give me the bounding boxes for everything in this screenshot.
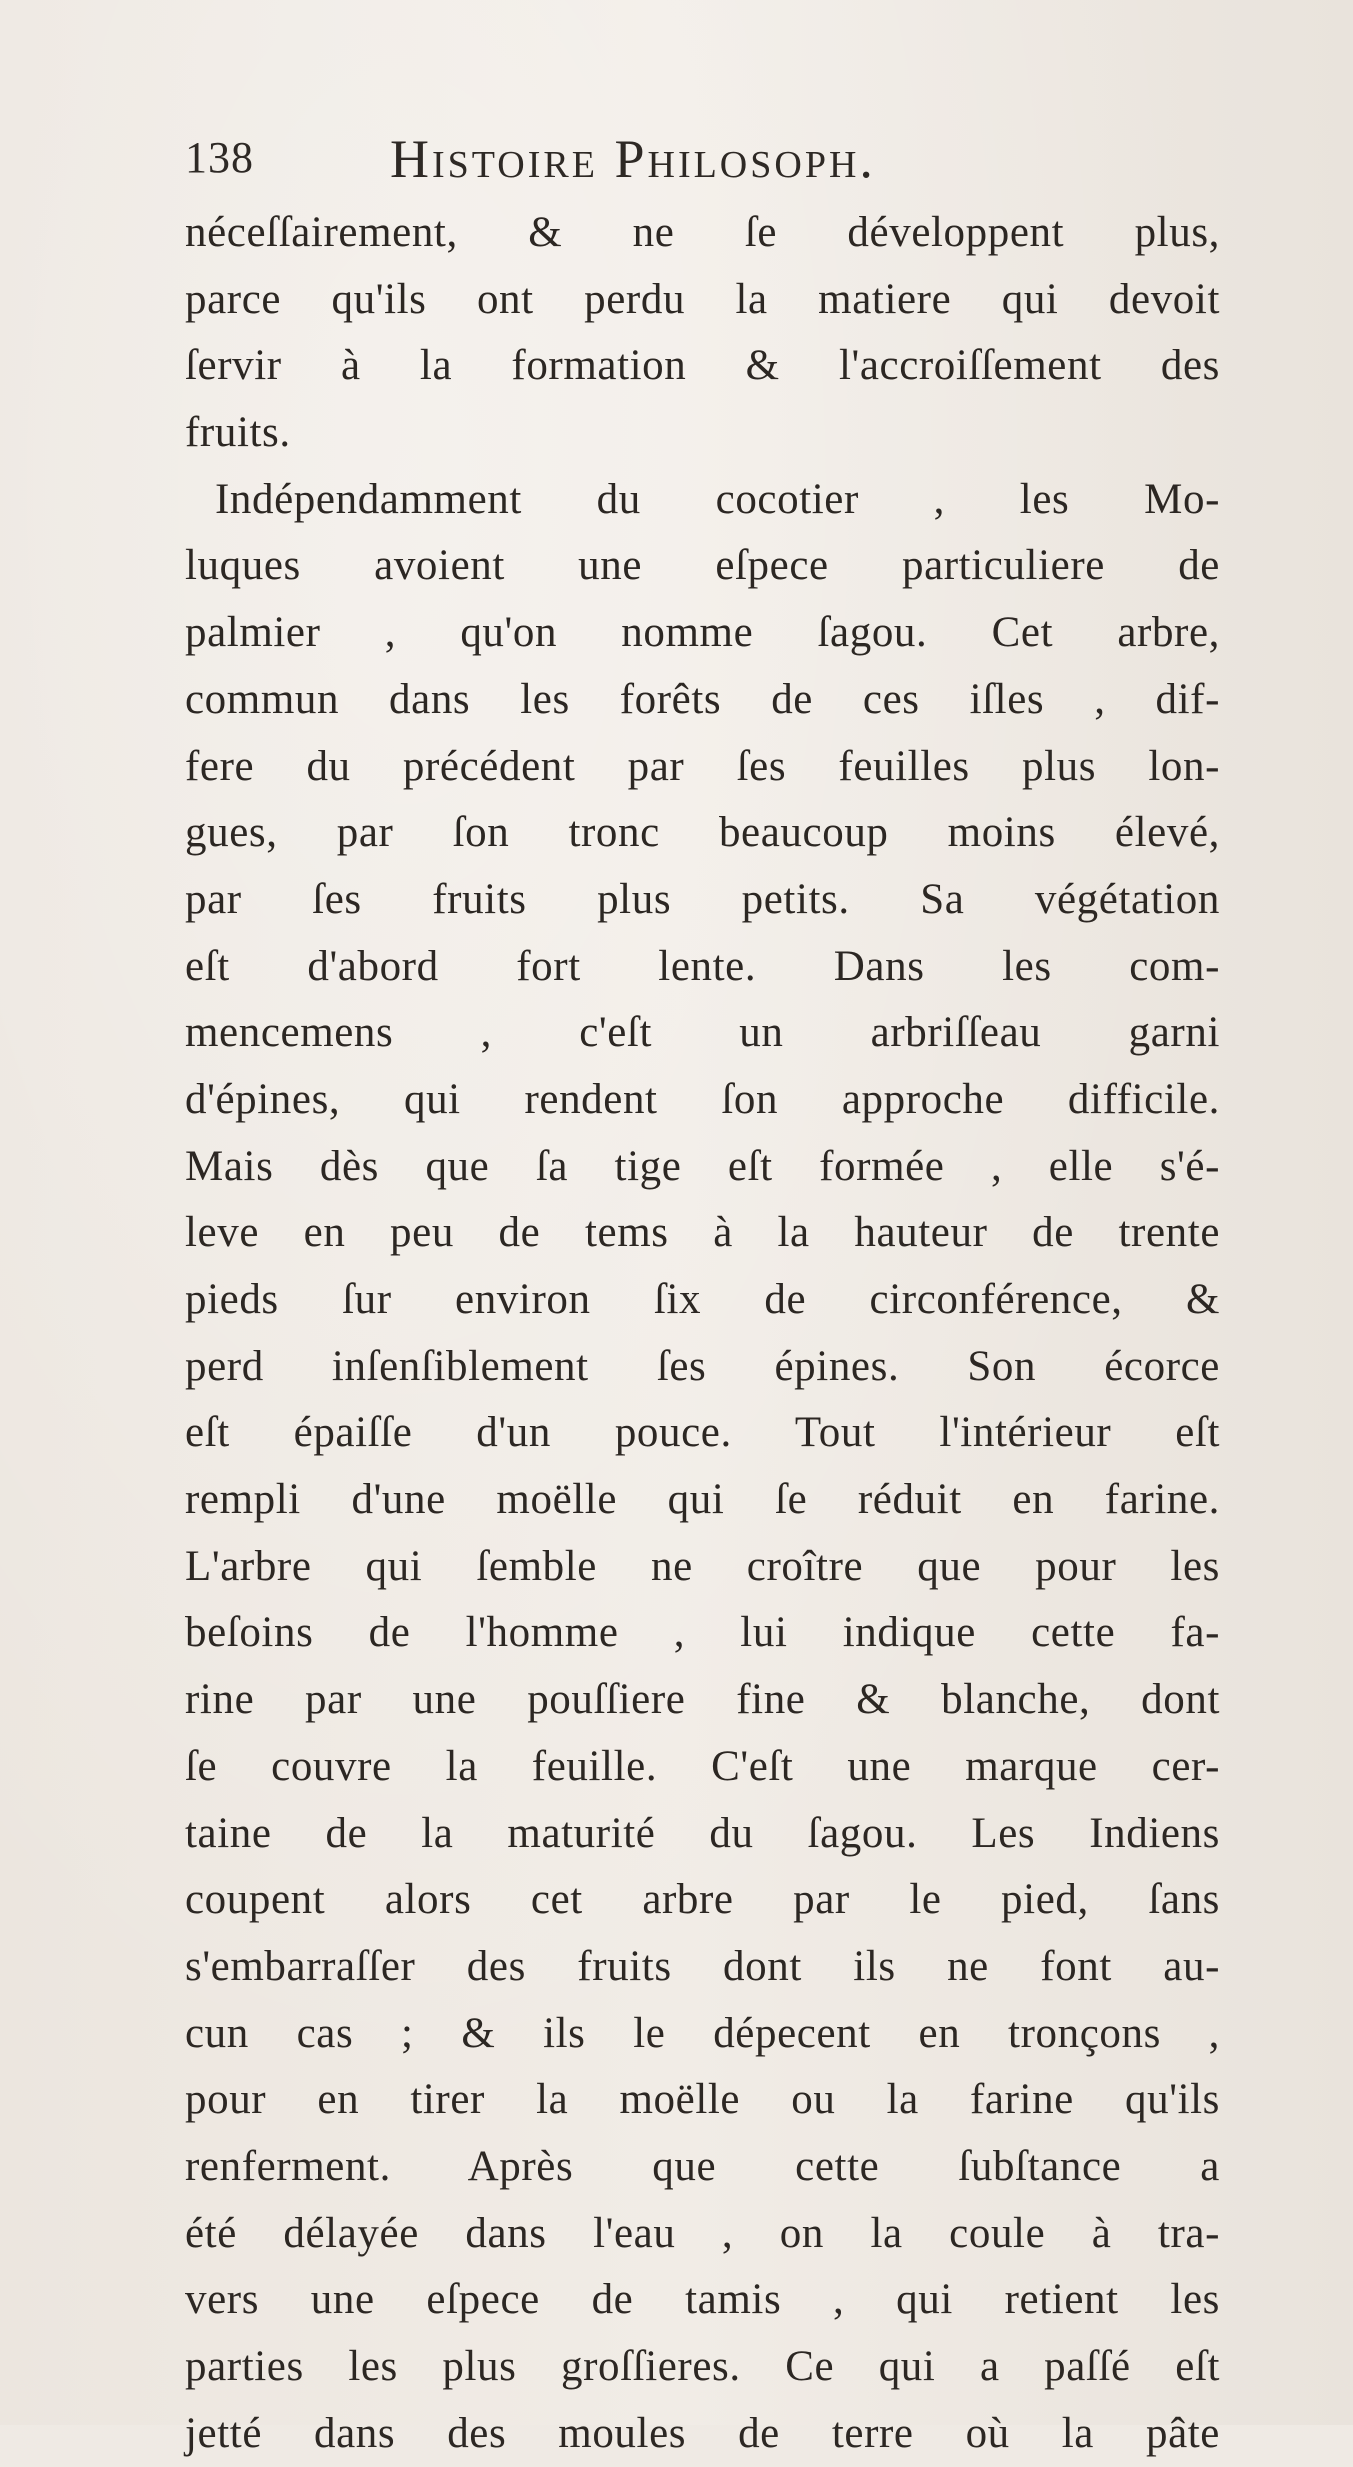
text-line: leve en peu de tems à la hauteur de trente: [185, 1209, 1220, 1257]
text-line: jetté dans des moules de terre où la pâte: [185, 2409, 1220, 2457]
text-line: vers une eſpece de tamis , qui retient les: [185, 2276, 1220, 2324]
body-text: [185, 200, 1220, 2467]
page-header: [185, 129, 1145, 194]
text-line: néceſſairement, & ne ſe développent plus,: [185, 209, 1220, 256]
text-line: ſe couvre la feuille. C'eſt une marque cer-: [185, 1742, 1220, 1790]
paragraph-start-line: Indépendamment du cocotier , les Mo-: [215, 475, 1220, 523]
text-line: par ſes fruits plus petits. Sa végétation: [185, 875, 1220, 923]
text-line: commun dans les forêts de ces iſles , dif-: [185, 675, 1220, 723]
text-line: palmier , qu'on nomme ſagou. Cet arbre,: [185, 609, 1220, 657]
text-line: renferment. Après que cette ſubſtance a: [185, 2142, 1220, 2190]
text-line: mencemens , c'eſt un arbriſſeau garni: [185, 1009, 1220, 1057]
text-line: L'arbre qui ſemble ne croître que pour les: [185, 1542, 1220, 1590]
text-line: ſervir à la formation & l'accroiſſement des: [185, 342, 1220, 390]
text-line: eſt épaiſſe d'un pouce. Tout l'intérieur eſt: [185, 1409, 1220, 1457]
text-line: cun cas ; & ils le dépecent en tronçons ,: [185, 2009, 1220, 2057]
text-line: s'embarraſſer des fruits dont ils ne font au-: [185, 1942, 1220, 1990]
text-line: perd inſenſiblement ſes épines. Son écorce: [185, 1342, 1220, 1390]
text-line: fere du précédent par ſes feuilles plus lon-: [185, 742, 1220, 790]
text-line: coupent alors cet arbre par le pied, ſans: [185, 1876, 1220, 1924]
text-line: beſoins de l'homme , lui indique cette fa-: [185, 1609, 1220, 1657]
text-line: parce qu'ils ont perdu la matiere qui devoit: [185, 275, 1220, 323]
text-line: taine de la maturité du ſagou. Les Indiens: [185, 1809, 1220, 1857]
text-line: gues, par ſon tronc beaucoup moins élevé,: [185, 809, 1220, 857]
text-line: luques avoient une eſpece particuliere de: [185, 542, 1220, 590]
running-title: Histoire Philosoph.: [390, 129, 876, 189]
text-line: pour en tirer la moëlle ou la farine qu'ils: [185, 2076, 1220, 2124]
text-line: Mais dès que ſa tige eſt formée , elle s'é-: [185, 1142, 1220, 1190]
page-number: 138: [185, 133, 254, 182]
text-line: parties les plus groſſieres. Ce qui a paſſé eſt: [185, 2343, 1220, 2390]
text-line: rine par une pouſſiere fine & blanche, dont: [185, 1676, 1220, 1724]
text-line: eſt d'abord fort lente. Dans les com-: [185, 942, 1220, 990]
text-line: été délayée dans l'eau , on la coule à tra-: [185, 2209, 1220, 2257]
text-line: pieds ſur environ ſix de circonférence, &: [185, 1276, 1220, 1323]
text-line: fruits.: [185, 409, 291, 457]
text-line: rempli d'une moëlle qui ſe réduit en farine.: [185, 1476, 1220, 1524]
text-line: d'épines, qui rendent ſon approche difficile.: [185, 1075, 1220, 1123]
